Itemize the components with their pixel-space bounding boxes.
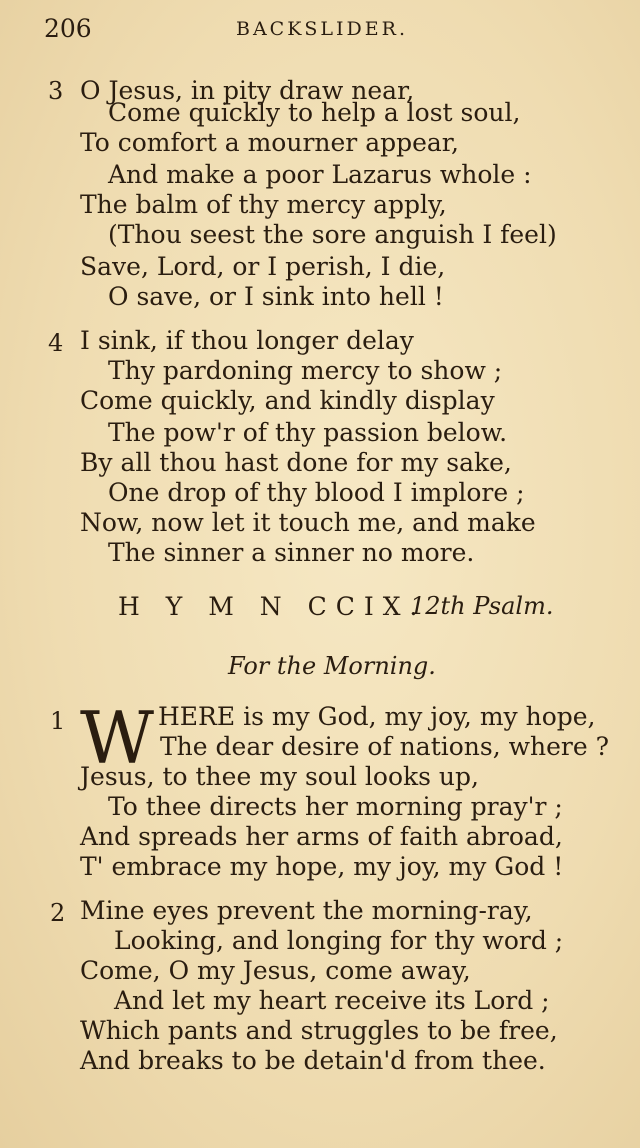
running-title: BACKSLIDER. [236, 18, 409, 40]
verse-line: And spreads her arms of faith abroad, [80, 822, 563, 851]
verse-line: The pow'r of thy passion below. [108, 418, 508, 447]
verse-line: The sinner a sinner no more. [108, 538, 475, 567]
verse-line: And make a poor Lazarus whole : [108, 160, 532, 189]
verse-line: Looking, and longing for thy word ; [114, 926, 564, 955]
stanza-number: 3 [48, 77, 64, 105]
hymn-title: H Y M N CCIX. [118, 592, 427, 621]
verse-line: Thy pardoning mercy to show ; [108, 356, 503, 385]
hymn-subtitle: For the Morning. [228, 652, 436, 680]
verse-line: One drop of thy blood I implore ; [108, 478, 525, 507]
stanza-number: 2 [50, 899, 66, 927]
verse-line: Come, O my Jesus, come away, [80, 956, 471, 985]
drop-cap: W [80, 696, 155, 780]
verse-line: HERE is my God, my joy, my hope, [158, 702, 596, 731]
verse-line: O save, or I sink into hell ! [108, 282, 444, 311]
verse-line: O Jesus, in pity draw near, [80, 76, 415, 105]
verse-line: I sink, if thou longer delay [80, 326, 414, 355]
verse-line: Save, Lord, or I perish, I die, [80, 252, 446, 281]
verse-line: T' embrace my hope, my joy, my God ! [80, 852, 564, 881]
verse-line: To comfort a mourner appear, [80, 128, 459, 157]
verse-line: And breaks to be detain'd from thee. [80, 1046, 546, 1075]
hymn-tune: 12th Psalm. [410, 592, 554, 620]
verse-line: Jesus, to thee my soul looks up, [80, 762, 479, 791]
verse-line: And let my heart receive its Lord ; [114, 986, 550, 1015]
verse-line: (Thou seest the sore anguish I feel) [108, 220, 557, 249]
verse-line: Mine eyes prevent the morning-ray, [80, 896, 533, 925]
verse-line: Come quickly, and kindly display [80, 386, 495, 415]
verse-line: By all thou hast done for my sake, [80, 448, 512, 477]
verse-line: Now, now let it touch me, and make [80, 508, 536, 537]
verse-line: Which pants and struggles to be free, [80, 1016, 558, 1045]
stanza-number: 4 [48, 329, 64, 357]
page-number: 206 [44, 14, 92, 43]
verse-line: The balm of thy mercy apply, [80, 190, 447, 219]
verse-line: Come quickly to help a lost soul, [108, 98, 521, 127]
verse-line: To thee directs her morning pray'r ; [108, 792, 563, 821]
verse-line: The dear desire of nations, where ? [160, 732, 609, 761]
stanza-number: 1 [50, 707, 66, 735]
